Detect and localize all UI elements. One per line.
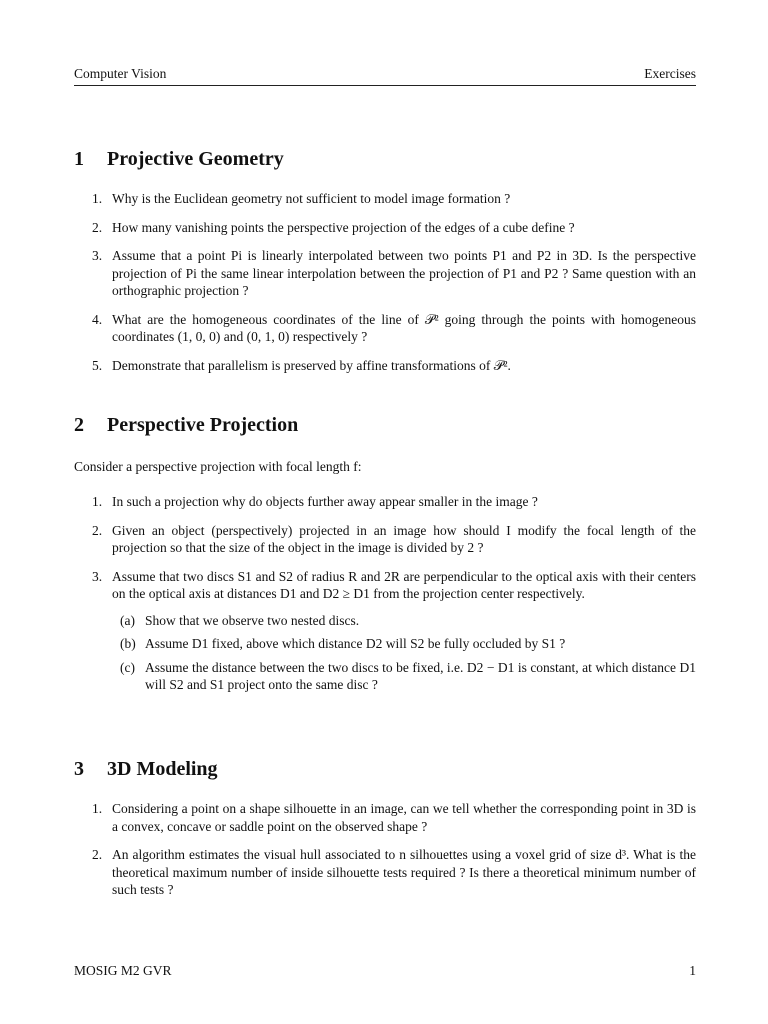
exercise-item: 5. Demonstrate that parallelism is preserved by affine transformations of 𝒫². [92,357,511,373]
document-page [74,0,696,1024]
running-header [74,65,696,86]
exercise-item: 3. Assume that two discs S1 and S2 of radius R and 2R are perpendicular to the optical axis with their centers on the optical axis at distances D1 and D2 ≥ D1 from the projection center respectively. (a) Show that we observe two nested discs. (b) Assume D1 fixed, above which distance D2 will S2 be fully occluded by S1 ? (c) Assume the distance between the two discs to be fixed, i.e. D2 − D1 is constant, at which distance D1 will S2 and S1 project onto the same disc ? [92,568,696,692]
exercise-item: 1. In such a projection why do objects further away appear smaller in the image ? [92,494,538,509]
page-number: 1 [689,963,696,978]
section-number: 3 [74,758,84,780]
section-3d-modeling [74,756,696,910]
sub-question-list [112,612,696,694]
section-heading [74,412,696,438]
section-title: Projective Geometry [107,148,284,170]
sub-question: (c) Assume the distance between the two discs to be fixed, i.e. D2 − D1 is constant, at which distance D1 will S2 and S1 project onto the same disc ? [120,659,696,692]
section-perspective-projection [74,412,696,705]
exercise-item: 2. An algorithm estimates the visual hull associated to n silhouettes using a voxel grid of size d³. What is the theoretical maximum number of inside silhouette tests required ? Is there a theoretical minimum number of such tests ? [92,847,696,897]
exercise-list [74,800,696,899]
exercise-list [74,493,696,694]
sub-question: (a) Show that we observe two nested discs. [120,612,360,628]
section-number: 1 [74,148,84,170]
section-title: Perspective Projection [107,414,299,436]
exercise-list [74,190,696,374]
section-number: 2 [74,414,84,436]
exercise-item: 4. What are the homogeneous coordinates of the line of 𝒫² going through the points with homogeneous coordinates (1, 0, 0) and (0, 1, 0) respectively ? [92,311,696,344]
sub-question: (b) Assume D1 fixed, above which distance D2 will S2 be fully occluded by S1 ? [120,636,566,651]
exercise-item: 3. Assume that a point Pi is linearly interpolated between two points P1 and P2 in 3D. Is the perspective projection of Pi the same linear interpolation between the projection of P1 and P2 ? Same question with an orthographic projection ? [92,248,696,298]
exercise-item: 2. How many vanishing points the perspective projection of the edges of a cube define ? [92,219,575,235]
header-course: Computer Vision [74,66,167,81]
section-heading [74,146,696,172]
section-intro: Consider a perspective projection with focal length f: [74,459,362,474]
exercise-item: 2. Given an object (perspectively) projected in an image how should I modify the focal length of the projection so that the size of the object in the image is divided by 2 ? [92,522,696,555]
section-heading [74,756,696,782]
exercise-item: 1. Considering a point on a shape silhouette in an image, can we tell whether the corresponding point in 3D is a convex, concave or saddle point on the observed shape ? [92,801,696,834]
exercise-item: 1. Why is the Euclidean geometry not sufficient to model image formation ? [92,191,511,206]
section-projective-geometry [74,146,696,385]
section-title: 3D Modeling [107,758,218,780]
header-type: Exercises [644,66,696,81]
footer-course-code: MOSIG M2 GVR [74,963,172,978]
